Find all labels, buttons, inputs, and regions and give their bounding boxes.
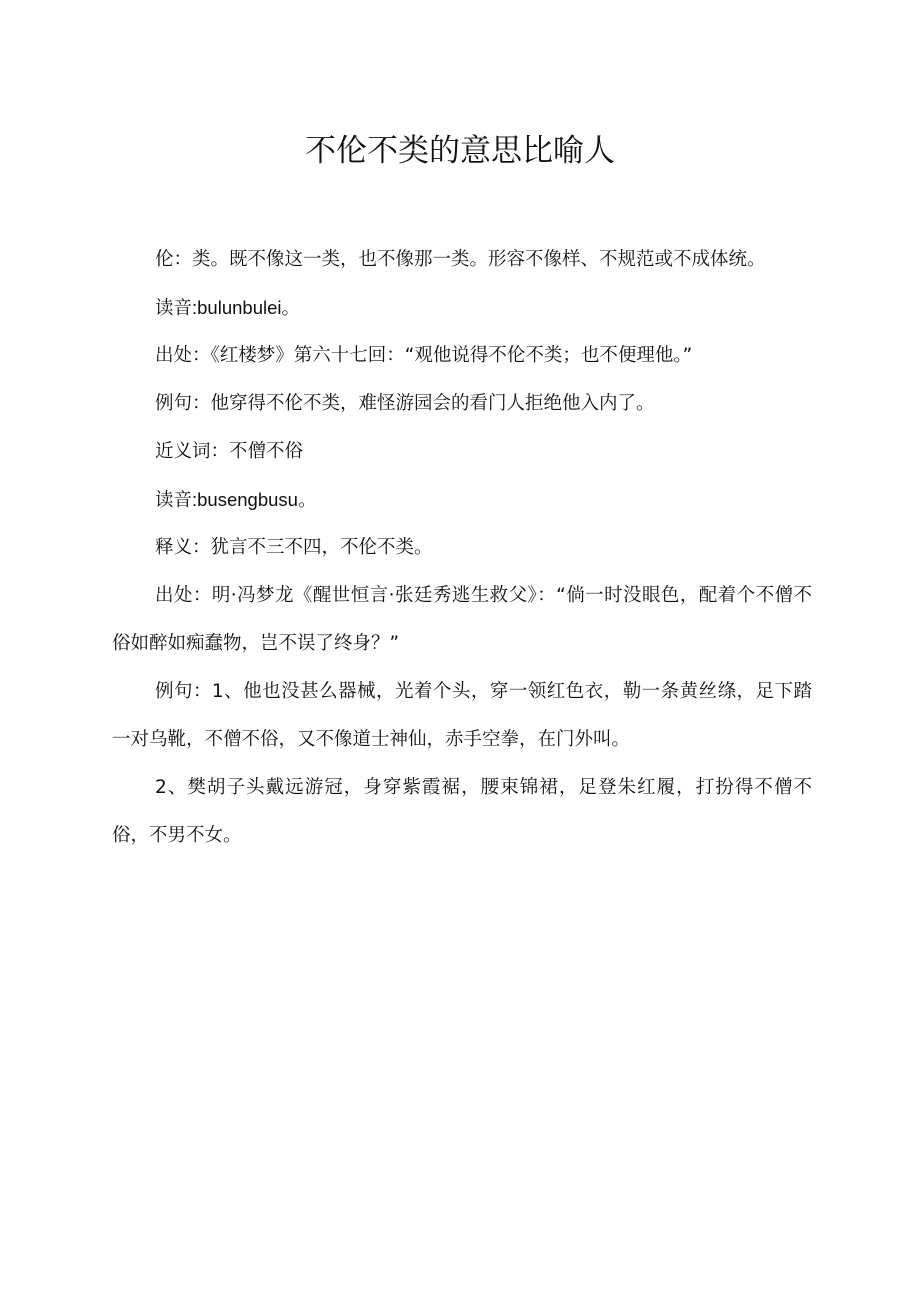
pronunciation-paragraph: 读音:bulunbulei。 (155, 297, 300, 318)
example-paragraph: 例句：他穿得不伦不类，难怪游园会的看门人拒绝他入内了。 (155, 393, 655, 414)
synonym-source-paragraph: 出处：明·冯梦龙《醒世恒言·张廷秀逃生救父》：“倘一时没眼色，配着个不僧不俗如醉如痴蠢物，岂不误了终身？” (112, 585, 812, 654)
synonym-example-paragraph-1: 例句：1、他也没甚么器械，光着个头，穿一领红色衣，勒一条黄丝绦，足下踏一对乌靴，不僧不俗，又不像道士神仙，赤手空拳，在门外叫。 (112, 681, 812, 750)
synonym-paragraph: 近义词：不僧不俗 (155, 441, 304, 462)
definition-paragraph: 伦：类。既不像这一类，也不像那一类。形容不像样、不规范或不成体统。 (155, 249, 766, 270)
source-paragraph: 出处：《红楼梦》第六十七回：“观他说得不伦不类；也不便理他。” (155, 345, 693, 366)
document-title: 不伦不类的意思比喻人 (305, 133, 615, 169)
document-body (112, 236, 812, 860)
synonym-pronunciation-paragraph: 读音:busengbusu。 (155, 489, 317, 510)
synonym-meaning-paragraph: 释义：犹言不三不四，不伦不类。 (155, 537, 433, 558)
synonym-example-paragraph-2: 2、樊胡子头戴远游冠，身穿紫霞裾，腰束锦裙，足登朱红履，打扮得不僧不俗，不男不女。 (112, 777, 812, 846)
